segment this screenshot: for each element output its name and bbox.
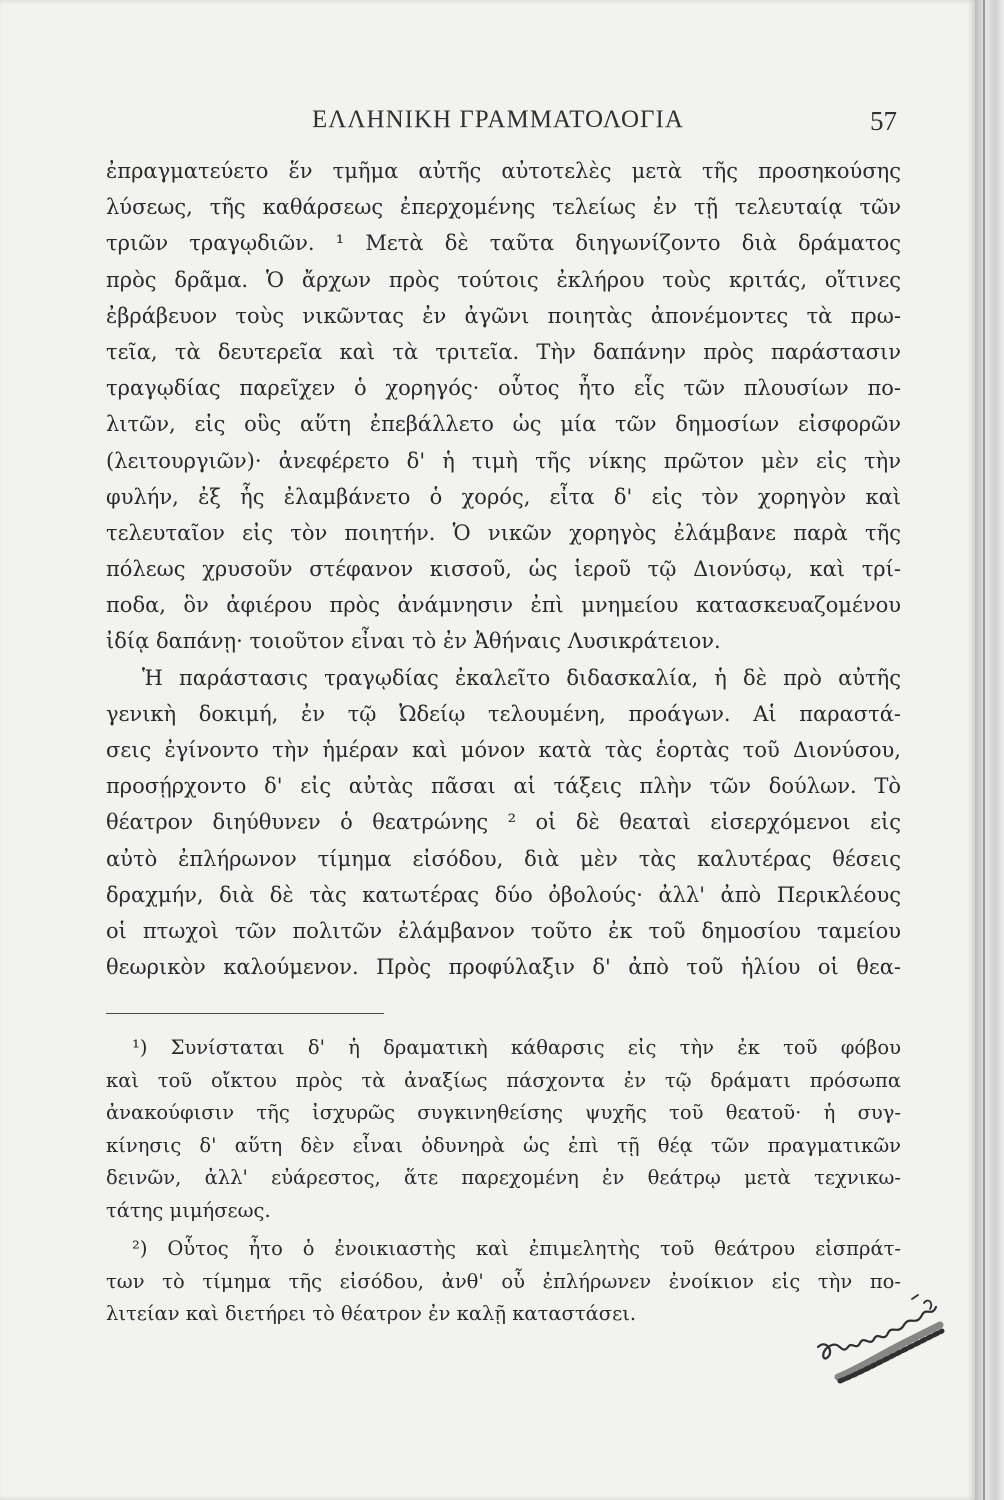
text-line: σεις ἐγίνοντο τὴν ἡμέραν καὶ μόνον κατὰ τὰς ἑορτὰς τοῦ Διονύσου, (106, 738, 901, 762)
text-line: ποδα, ὃν ἀφιέρου πρὸς ἀνάμνησιν ἐπὶ μνημείου κατασκευαζομένου (106, 593, 901, 618)
text-line: ἐβράβευον τοὺς νικῶντας ἐν ἀγῶνι ποιητὰς ἀπονέμοντες τὰ πρω- (106, 303, 901, 328)
footnote-line: ¹) Συνίσταται δ' ἡ δραματικὴ κάθαρσις εἰς τὴν ἐκ τοῦ φόβου (132, 1036, 901, 1059)
text-line: (λειτουργιῶν)· ἀνεφέρετο δ' ἡ τιμὴ τῆς νίκης πρῶτον μὲν εἰς τὴν (106, 448, 901, 473)
text-line: φυλήν, ἐξ ἧς ἐλαμβάνετο ὁ χορός, εἶτα δ' εἰς τὸν χορηγὸν καὶ (106, 484, 901, 509)
footnote-line: ἀνακούφισιν τῆς ἰσχυρῶς συγκινηθείσης ψυχῆς τοῦ θεατοῦ· ἡ συγ- (106, 1101, 901, 1124)
running-title: ΕΛΛΗΝΙΚΗ ΓΡΑΜΜΑΤΟΛΟΓΙΑ (312, 106, 684, 133)
footnote-divider (106, 1013, 384, 1014)
text-line: Ἡ παράστασις τραγῳδίας ἐκαλεῖτο διδασκαλία, ἡ δὲ πρὸ αὐτῆς (142, 665, 901, 690)
text-line: πόλεως χρυσοῦν στέφανον κισσοῦ, ὡς ἱεροῦ τῷ Διονύσῳ, καὶ τρί- (106, 557, 901, 582)
footnote-line: των τὸ τίμημα τῆς εἰσόδου, ἀνθ' οὗ ἐπλήρωνεν ἐνοίκιον εἰς τὴν πο- (106, 1269, 901, 1293)
text-line: τριῶν τραγῳδιῶν. ¹ Μετὰ δὲ ταῦτα διηγωνίζοντο διὰ δράματος (106, 231, 901, 256)
text-line: λιτῶν, εἰς οὓς αὕτη ἐπεβάλλετο ὡς μία τῶν δημοσίων εἰσφορῶν (106, 412, 901, 437)
text-line: θεωρικὸν καλούμενον. Πρὸς προφύλαξιν δ' ἀπὸ τοῦ ἡλίου οἱ θεα- (106, 955, 901, 980)
text-line: οἱ πτωχοὶ τῶν πολιτῶν ἐλάμβανον τοῦτο ἐκ τοῦ δημοσίου ταμείου (106, 918, 901, 943)
footnote-line: καὶ τοῦ οἴκτου πρὸς τὰ ἀναξίως πάσχοντα ἐν τῷ δράματι πρόσωπα (106, 1068, 901, 1092)
page-header (0, 102, 975, 142)
text-line: ἰδίᾳ δαπάνῃ· τοιοῦτον εἶναι τὸ ἐν Ἀθήναις Λυσικράτειον. (106, 629, 721, 654)
text-line: ἐπραγματεύετο ἕν τμῆμα αὐτῆς αὐτοτελὲς μετὰ τῆς προσηκούσης (106, 159, 901, 183)
text-line: θέατρον διηύθυνεν ὁ θεατρώνης ² οἱ δὲ θεαταὶ εἰσερχόμενοι εἰς (106, 810, 901, 835)
footnote-line: λιτείαν καὶ διετήρει τὸ θέατρον ἐν καλῇ καταστάσει. (106, 1302, 637, 1325)
text-line: δραχμήν, διὰ δὲ τὰς κατωτέρας δύο ὀβολούς· ἀλλ' ἀπὸ Περικλέους (106, 882, 901, 907)
text-line: τραγῳδίας παρεῖχεν ὁ χορηγός· οὗτος ἦτο εἷς τῶν πλουσίων πο- (106, 376, 901, 401)
handwritten-signature (800, 1285, 950, 1405)
text-line: προσῄρχοντο δ' εἰς αὐτὰς πᾶσαι αἱ τάξεις πλὴν τῶν δούλων. Τὸ (106, 774, 901, 799)
footnote-line: ²) Οὗτος ἦτο ὁ ἐνοικιαστὴς καὶ ἐπιμελητὴς τοῦ θεάτρου εἰσπράτ- (132, 1237, 901, 1260)
text-line: λύσεως, τῆς καθάρσεως ἐπερχομένης τελείως ἐν τῇ τελευταίᾳ τῶν (106, 195, 901, 220)
footnote-line: τάτης μιμήσεως. (106, 1198, 271, 1222)
book-page-edge (975, 0, 1004, 1500)
text-line: τεῖα, τὰ δευτερεῖα καὶ τὰ τριτεῖα. Τὴν δαπάνην πρὸς παράστασιν (106, 339, 901, 364)
text-line: πρὸς δρᾶμα. Ὁ ἄρχων πρὸς τούτοις ἐκλήρου τοὺς κριτάς, οἵτινες (106, 267, 901, 292)
page-number: 57 (870, 106, 897, 136)
footnote-line: κίνησις δ' αὕτη δὲν εἶναι ὀδυνηρὰ ὡς ἐπὶ τῇ θέᾳ τῶν πραγματικῶν (106, 1133, 901, 1157)
footnotes (106, 1032, 901, 1331)
main-text (106, 153, 901, 985)
footnote-line: δεινῶν, ἀλλ' εὐάρεστος, ἅτε παρεχομένη ἐν θεάτρῳ μετὰ τεχνικω- (106, 1166, 901, 1189)
text-line: αὐτὸ ἐπλήρωνον τίμημα εἰσόδου, διὰ μὲν τὰς καλυτέρας θέσεις (106, 846, 901, 871)
text-line: γενικὴ δοκιμή, ἐν τῷ Ὠδείῳ τελουμένη, προάγων. Αἱ παραστά- (106, 701, 901, 726)
text-line: τελευταῖον εἰς τὸν ποιητήν. Ὁ νικῶν χορηγὸς ἐλάμβανε παρὰ τῆς (106, 520, 901, 545)
